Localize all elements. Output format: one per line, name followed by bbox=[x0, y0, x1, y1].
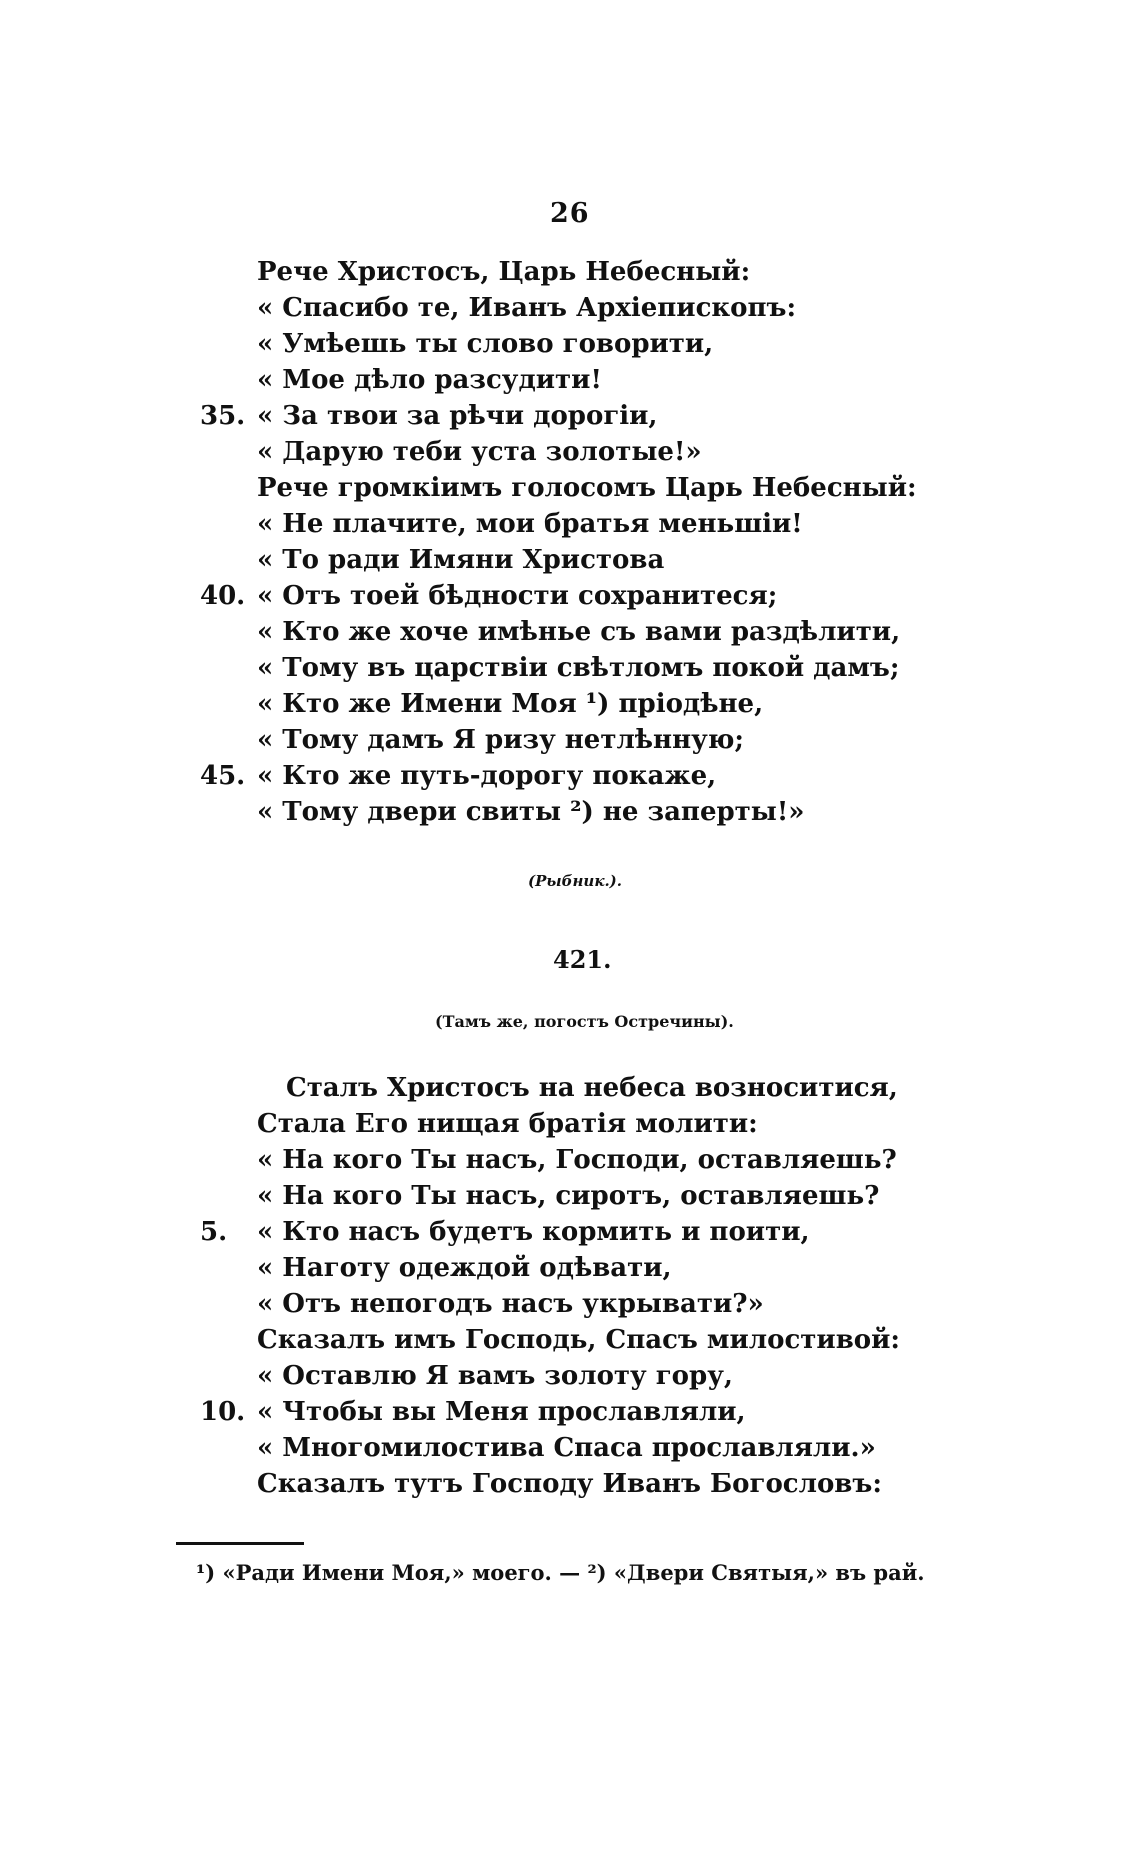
verse-line bbox=[200, 722, 960, 758]
line-number: 40. bbox=[200, 581, 246, 611]
line-text: « Чтобы вы Меня прославляли, bbox=[257, 1397, 746, 1427]
verse-line bbox=[200, 1178, 960, 1214]
line-number: 45. bbox=[200, 761, 246, 791]
footnote-divider bbox=[176, 1542, 304, 1545]
footnote: ¹) «Ради Имени Моя,» моего. — ²) «Двери Святыя,» въ рай. bbox=[196, 1560, 925, 1585]
verse-line bbox=[200, 326, 960, 362]
line-text: « Кто же хоче имѣнье съ вами раздѣлити, bbox=[257, 617, 901, 647]
line-text: « Тому дамъ Я ризу нетлѣнную; bbox=[257, 725, 745, 755]
line-text: « На кого Ты насъ, Господи, оставляешь? bbox=[257, 1145, 897, 1175]
verse-line bbox=[200, 1070, 960, 1106]
line-text: « На кого Ты насъ, сиротъ, оставляешь? bbox=[257, 1181, 880, 1211]
line-text: « Кто же путь-дорогу покаже, bbox=[257, 761, 717, 791]
line-text: Сказалъ тутъ Господу Иванъ Богословъ: bbox=[257, 1469, 882, 1499]
line-text: « То ради Имяни Христова bbox=[257, 545, 665, 575]
line-number: 35. bbox=[200, 401, 246, 431]
line-text: Рече громкіимъ голосомъ Царь Небесный: bbox=[257, 473, 917, 503]
verse-line bbox=[200, 1286, 960, 1322]
verse-line bbox=[200, 398, 960, 434]
verse-line bbox=[200, 506, 960, 542]
verse-line bbox=[200, 578, 960, 614]
line-text: Рече Христосъ, Царь Небесный: bbox=[257, 257, 751, 287]
line-text: « За твои за рѣчи дорогіи, bbox=[257, 401, 658, 431]
poem-421 bbox=[200, 1070, 960, 1502]
line-text: « Дарую теби уста золотые!» bbox=[257, 437, 702, 467]
verse-line bbox=[200, 758, 960, 794]
verse-line bbox=[200, 614, 960, 650]
line-number: 10. bbox=[200, 1397, 246, 1427]
verse-line bbox=[200, 434, 960, 470]
line-text: « Кто насъ будетъ кормить и поити, bbox=[257, 1217, 810, 1247]
verse-line bbox=[200, 362, 960, 398]
line-text: « Оставлю Я вамъ золоту гору, bbox=[257, 1361, 733, 1391]
line-text: « Тому въ царствіи свѣтломъ покой дамъ; bbox=[257, 653, 900, 683]
location-note: (Тамъ же, погостъ Остречины). bbox=[435, 1012, 734, 1031]
line-text: Сталъ Христосъ на небеса возноситися, bbox=[286, 1073, 898, 1103]
verse-line bbox=[200, 254, 960, 290]
page-number: 26 bbox=[550, 198, 590, 229]
line-text: « Отъ тоей бѣдности сохранитеся; bbox=[257, 581, 778, 611]
poem-continuation bbox=[200, 254, 960, 830]
line-text: Стала Его нищая братія молити: bbox=[257, 1109, 758, 1139]
line-text: « Спасибо те, Иванъ Архіепископъ: bbox=[257, 293, 797, 323]
verse-line bbox=[200, 1322, 960, 1358]
verse-line bbox=[200, 290, 960, 326]
line-text: « Кто же Имени Моя ¹) пріодѣне, bbox=[257, 689, 764, 719]
line-text: « Отъ непогодъ насъ укрывати?» bbox=[257, 1289, 764, 1319]
verse-line bbox=[200, 650, 960, 686]
line-text: « Многомилостива Спаса прославляли.» bbox=[257, 1433, 876, 1463]
verse-line bbox=[200, 1106, 960, 1142]
line-text: « Не плачите, мои братья меньшіи! bbox=[257, 509, 803, 539]
poem-number: 421. bbox=[553, 945, 612, 974]
verse-line bbox=[200, 1358, 960, 1394]
verse-line bbox=[200, 794, 960, 830]
line-number: 5. bbox=[200, 1217, 228, 1247]
verse-line bbox=[200, 1466, 960, 1502]
verse-line bbox=[200, 1214, 960, 1250]
line-text: « Мое дѣло разсудити! bbox=[257, 365, 602, 395]
verse-line bbox=[200, 1142, 960, 1178]
line-text: « Тому двери свиты ²) не заперты!» bbox=[257, 797, 805, 827]
verse-line bbox=[200, 1430, 960, 1466]
verse-line bbox=[200, 542, 960, 578]
line-text: « Наготу одеждой одѣвати, bbox=[257, 1253, 672, 1283]
verse-line bbox=[200, 1394, 960, 1430]
line-text: Сказалъ имъ Господь, Спасъ милостивой: bbox=[257, 1325, 900, 1355]
line-text: « Умѣешь ты слово говорити, bbox=[257, 329, 714, 359]
verse-line bbox=[200, 686, 960, 722]
verse-line bbox=[200, 470, 960, 506]
verse-line bbox=[200, 1250, 960, 1286]
source-attribution: (Рыбник.). bbox=[528, 872, 623, 890]
